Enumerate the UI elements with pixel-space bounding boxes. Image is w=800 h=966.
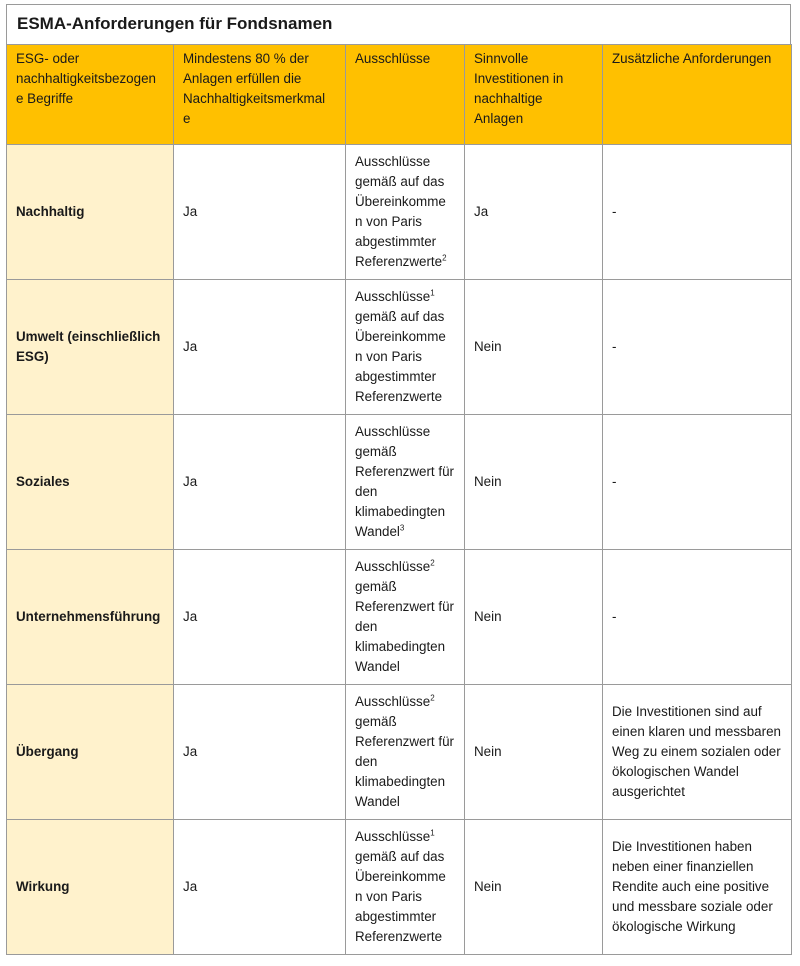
header-sustainable-investments: Sinnvolle Investitionen in nachhaltige Anlagen (465, 45, 603, 145)
header-additional-requirements: Zusätzliche Anforderungen (603, 45, 792, 145)
row-min80: Ja (174, 685, 346, 820)
header-min80: Mindestens 80 % der Anlagen erfüllen die Nachhaltigkeitsmerkmal e (174, 45, 346, 145)
exclusion-text: gemäß Referenzwert für den klimabedingten Wandel (355, 579, 454, 674)
row-additional: Die Investitionen sind auf einen klaren und messbaren Weg zu einem sozialen oder ökologischen Wandel ausgerichtet (603, 685, 792, 820)
row-min80: Ja (174, 550, 346, 685)
table-row (7, 820, 792, 955)
exclusion-text: gemäß Referenzwert für den klimabedingten Wandel (355, 714, 454, 809)
row-additional: - (603, 145, 792, 280)
row-min80: Ja (174, 280, 346, 415)
exclusion-head: Ausschlüsse (355, 694, 431, 709)
table-row (7, 415, 792, 550)
row-term: Unternehmensführung (7, 550, 174, 685)
row-additional: Die Investitionen haben neben einer finanziellen Rendite auch eine positive und messbare soziale oder ökologische Wirkung (603, 820, 792, 955)
header-exclusions: Ausschlüsse (346, 45, 465, 145)
exclusion-text: gemäß auf das Übereinkomme n von Paris abgestimmter Referenzwerte (355, 849, 446, 944)
footnote-ref: 2 (430, 693, 435, 703)
row-exclusions (346, 685, 465, 820)
fund-names-table-container (6, 4, 791, 955)
footnote-ref: 2 (442, 253, 447, 263)
row-min80: Ja (174, 820, 346, 955)
row-exclusions (346, 550, 465, 685)
exclusion-text: gemäß auf das Übereinkomme n von Paris abgestimmter Referenzwerte (355, 309, 446, 404)
header-row (7, 45, 792, 145)
row-min80: Ja (174, 145, 346, 280)
row-sustainable: Nein (465, 820, 603, 955)
row-exclusions (346, 415, 465, 550)
row-sustainable: Nein (465, 685, 603, 820)
row-sustainable: Ja (465, 145, 603, 280)
row-additional: - (603, 415, 792, 550)
exclusion-text: Ausschlüsse gemäß Referenzwert für den klimabedingten Wandel (355, 424, 454, 539)
row-exclusions (346, 280, 465, 415)
footnote-ref: 1 (430, 828, 435, 838)
table-title: ESMA-Anforderungen für Fondsnamen (6, 4, 791, 44)
exclusion-head: Ausschlüsse (355, 289, 431, 304)
table-row (7, 145, 792, 280)
row-term: Soziales (7, 415, 174, 550)
row-additional: - (603, 550, 792, 685)
requirements-table (6, 44, 792, 955)
row-sustainable: Nein (465, 280, 603, 415)
row-sustainable: Nein (465, 415, 603, 550)
row-exclusions (346, 820, 465, 955)
exclusion-text: Ausschlüsse gemäß auf das Übereinkomme n von Paris abgestimmter Referenzwerte (355, 154, 446, 269)
row-term: Übergang (7, 685, 174, 820)
row-term: Nachhaltig (7, 145, 174, 280)
table-row (7, 280, 792, 415)
row-term: Umwelt (einschließlich ESG) (7, 280, 174, 415)
row-exclusions (346, 145, 465, 280)
header-terms: ESG- oder nachhaltigkeitsbezogen e Begriffe (7, 45, 174, 145)
table-row (7, 685, 792, 820)
exclusion-head: Ausschlüsse (355, 559, 431, 574)
exclusion-head: Ausschlüsse (355, 829, 431, 844)
footnote-ref: 2 (430, 558, 435, 568)
table-row (7, 550, 792, 685)
footnote-ref: 1 (430, 288, 435, 298)
row-min80: Ja (174, 415, 346, 550)
footnote-ref: 3 (399, 523, 405, 533)
row-term: Wirkung (7, 820, 174, 955)
row-additional: - (603, 280, 792, 415)
row-sustainable: Nein (465, 550, 603, 685)
